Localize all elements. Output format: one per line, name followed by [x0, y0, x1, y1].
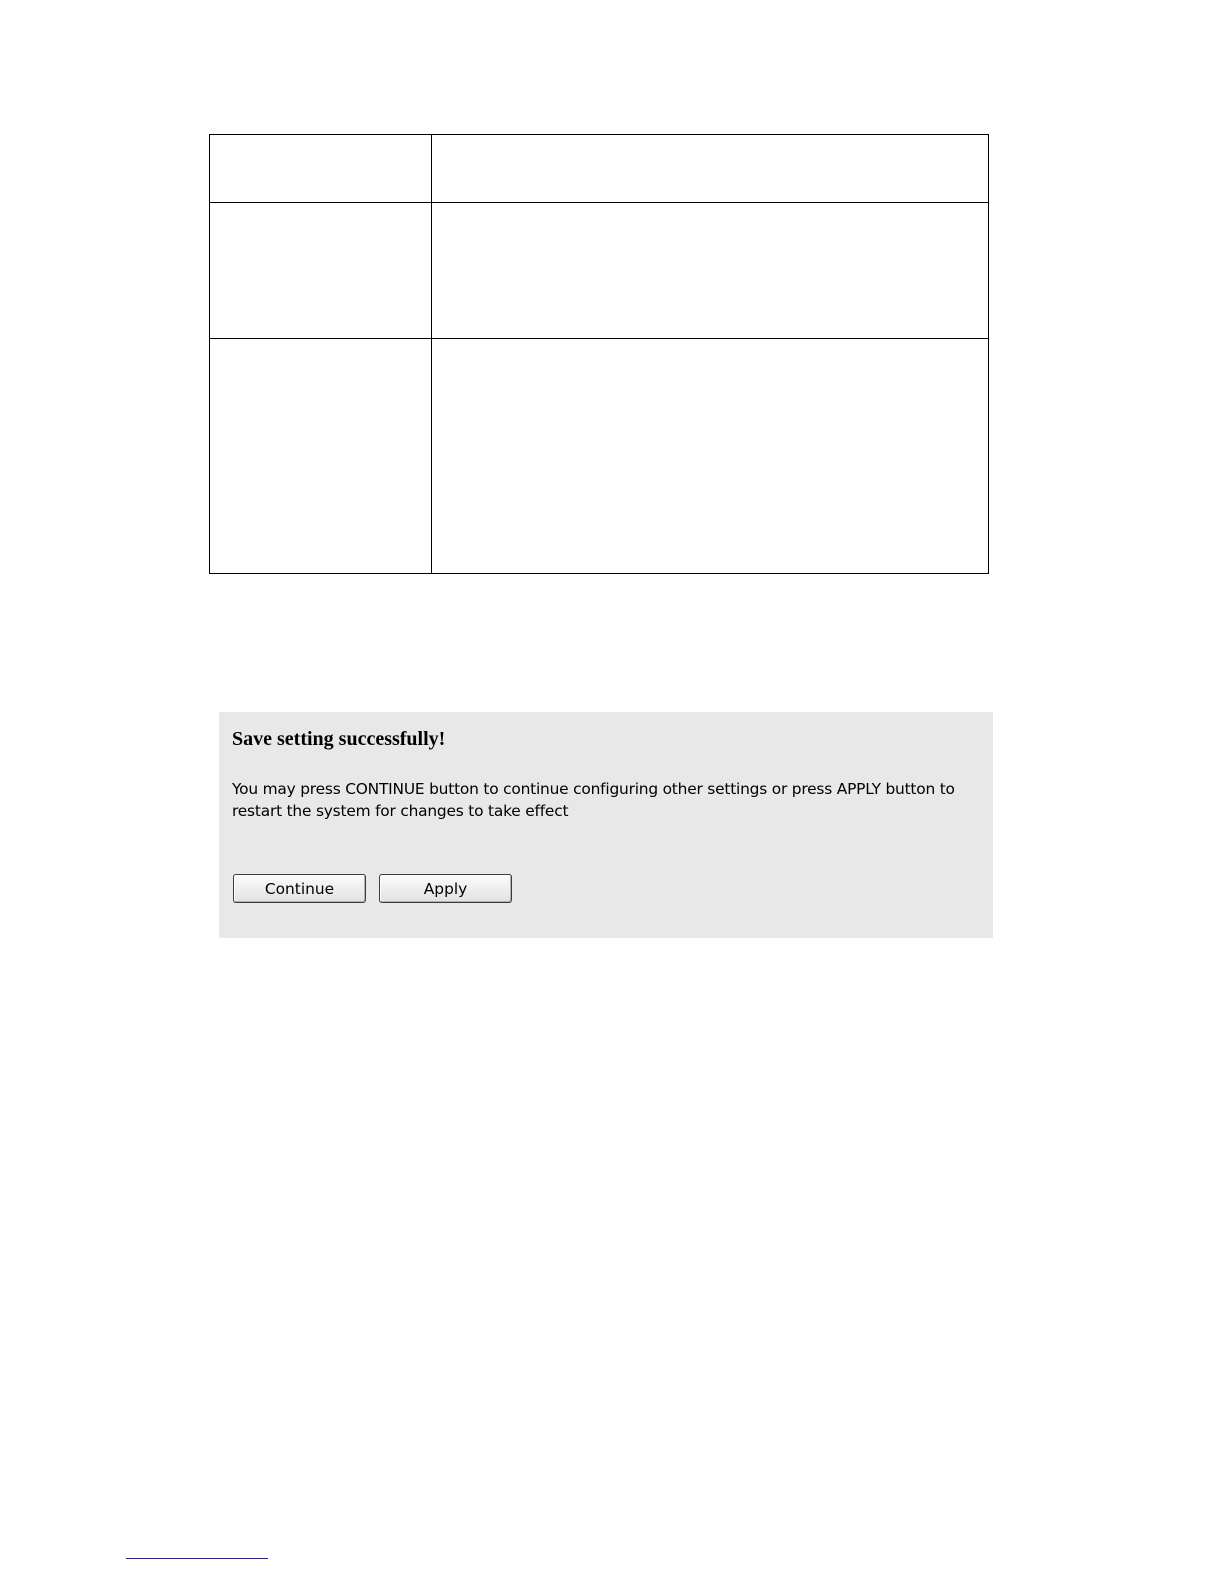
- table-cell: [210, 203, 432, 339]
- save-success-dialog: [219, 712, 993, 938]
- table-cell: [432, 339, 989, 574]
- table-row: [210, 203, 989, 339]
- table-row: [210, 135, 989, 203]
- dialog-message: You may press CONTINUE button to continue configuring other settings or press APPLY button to restart the system for changes to take effect: [232, 780, 955, 820]
- table-row: [210, 339, 989, 574]
- table-cell: [432, 135, 989, 203]
- table-cell: [432, 203, 989, 339]
- table-cell: [210, 135, 432, 203]
- table-cell: [210, 339, 432, 574]
- continue-button[interactable]: Continue: [233, 874, 366, 903]
- apply-button[interactable]: Apply: [379, 874, 512, 903]
- parameter-table: [209, 134, 989, 574]
- dialog-title: Save setting successfully!: [232, 728, 446, 750]
- footer-link-underline: [126, 1558, 268, 1559]
